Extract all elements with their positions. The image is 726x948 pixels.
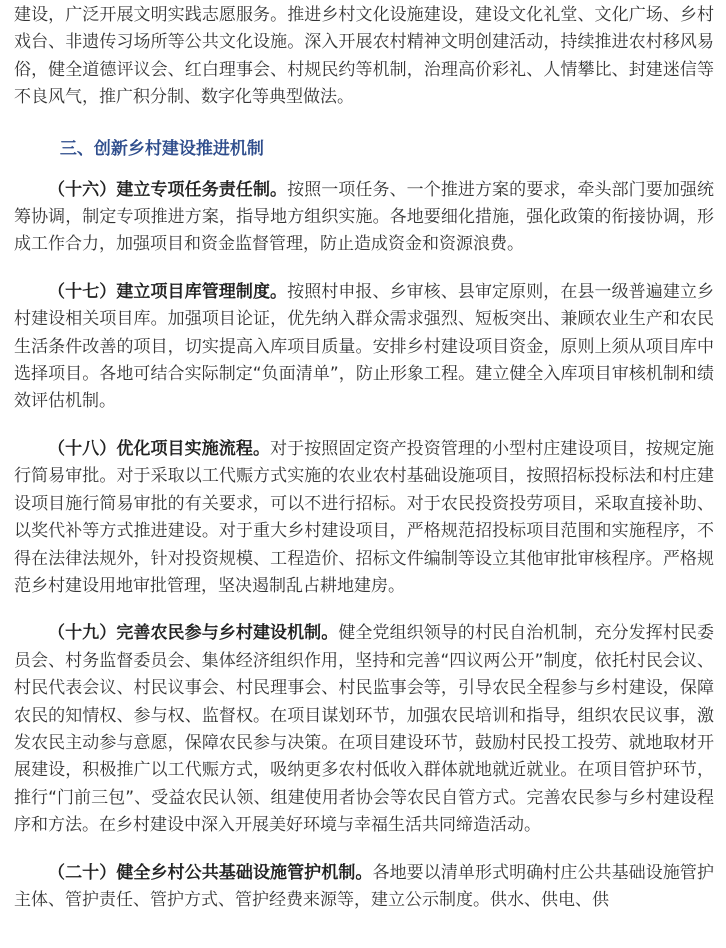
intro-paragraph: 建设，广泛开展文明实践志愿服务。推进乡村文化设施建设，建设文化礼堂、文化广场、乡村戏台、非遗传习场所等公共文化设施。深入开展农村精神文明创建活动，持续推进农村移风易俗，健全道德评议会、红白理事会、村规民约等机制，治理高价彩礼、人情攀比、封建迷信等不良风气，推广积分制、数字化等典型做法。 bbox=[14, 5, 714, 108]
article-body-19: 健全党组织领导的村民自治机制，充分发挥村民委员会、村务监督委员会、集体经济组织作用，坚持和完善“四议两公开”制度，依托村民会议、村民代表会议、村民议事会、村民理事会、村民监事会等，引导农民全程参与乡村建设，保障农民的知情权、参与权、监督权。在项目谋划环节，加强农民培训和指导，组织农民议事，激发农民主动参与意愿，保障农民参与决策。在项目建设环节，鼓励村民投工投劳、就地取材开展建设，积极推广以工代赈方式，吸纳更多农村低收入群体就地就近就业。在项目管护环节，推行“门前三包”、受益农民认领、组建使用者协会等农民自管方式。完善农民参与乡村建设程序和方法。在乡村建设中深入开展美好环境与幸福生活共同缔造活动。 bbox=[14, 623, 715, 836]
section-heading: 三、创新乡村建设推进机制 bbox=[59, 138, 264, 159]
document-page bbox=[14, 0, 714, 914]
article-body-20: 各地要以清单形式明确村庄公共基础设施管护主体、管护责任、管护方式、管护经费来源等，建立公示制度。供水、供电、供 bbox=[14, 862, 714, 910]
article-paragraph-17 bbox=[14, 279, 714, 416]
article-paragraph-19 bbox=[14, 620, 714, 839]
article-body-16: 按照一项任务、一个推进方案的要求，牵头部门要加强统筹协调，制定专项推进方案，指导地方组织实施。各地要细化措施，强化政策的衔接协调，形成工作合力，加强项目和资金监督管理，防止造成资金和资源浪费。 bbox=[14, 179, 715, 255]
article-paragraph-16 bbox=[14, 177, 714, 259]
article-title-16: （十六）建立专项任务责任制。 bbox=[48, 179, 288, 200]
article-body-18: 对于按照固定资产投资管理的小型村庄建设项目，按规定施行简易审批。对于采取以工代赈方式实施的农业农村基础设施项目，按照招标投标法和村庄建设项目施行简易审批的有关要求，可以不进行招标。对于农民投资投劳项目，采取直接补助、以奖代补等方式推进建设。对于重大乡村建设项目，严格规范招投标项目范围和实施程序，不得在法律法规外，针对投资规模、工程造价、招标文件编制等设立其他审批审核程序。严格规范乡村建设用地审批管理，坚决遏制乱占耕地建房。 bbox=[14, 438, 715, 596]
article-title-18: （十八）优化项目实施流程。 bbox=[48, 438, 271, 459]
article-title-17: （十七）建立项目库管理制度。 bbox=[48, 281, 288, 302]
article-paragraph-18 bbox=[14, 436, 714, 600]
article-title-20: （二十）健全乡村公共基础设施管护机制。 bbox=[48, 862, 373, 883]
article-title-19: （十九）完善农民参与乡村建设机制。 bbox=[48, 623, 339, 644]
article-paragraph-20 bbox=[14, 860, 714, 915]
article-body-17: 按照村申报、乡审核、县审定原则，在县一级普遍建立乡村建设相关项目库。加强项目论证，优先纳入群众需求强烈、短板突出、兼顾农业生产和农民生活条件改善的项目，切实提高入库项目质量。安排乡村建设项目资金，原则上须从项目库中选择项目。各地可结合实际制定“负面清单”，防止形象工程。建立健全入库项目审核机制和绩效评估机制。 bbox=[14, 281, 715, 412]
